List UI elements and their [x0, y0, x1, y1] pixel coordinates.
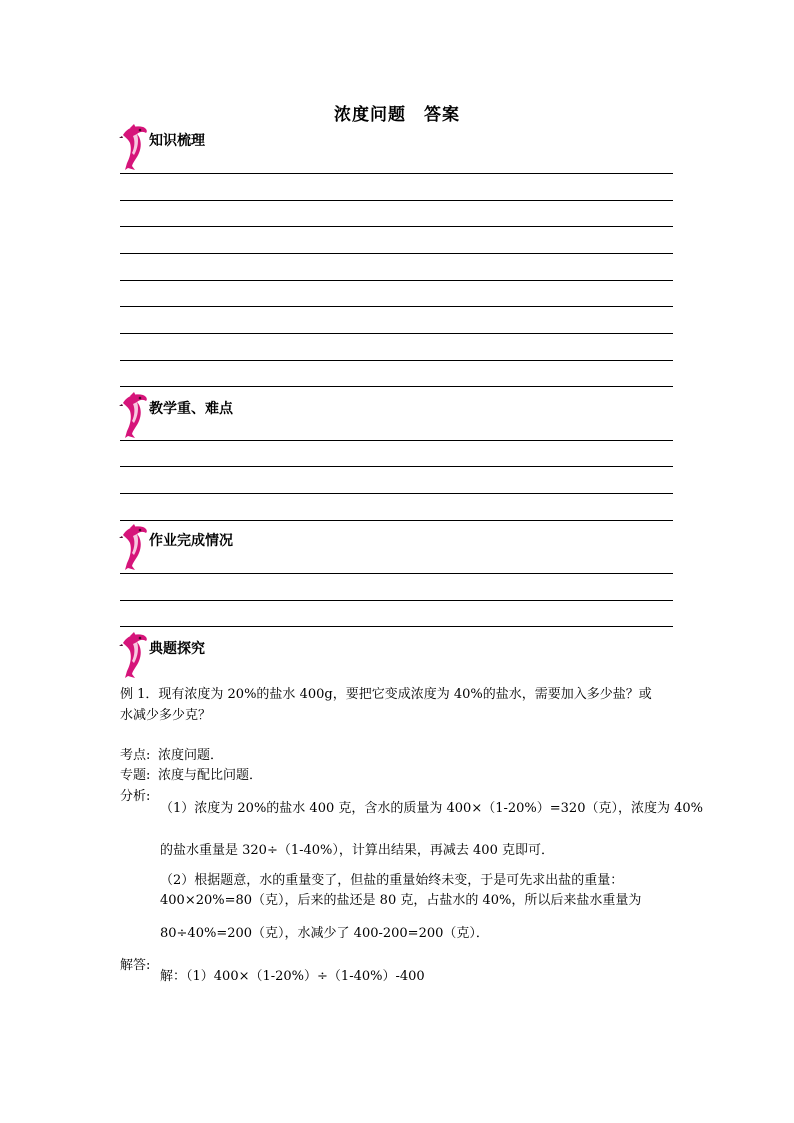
dolphin-icon: [118, 124, 148, 170]
example-question-line-1: 例 1．现有浓度为 20%的盐水 400g，要把它变成浓度为 40%的盐水，需要加入多少盐？或: [120, 687, 652, 702]
analysis-line: 400×20%=80（克），后来的盐还是 80 克，占盐水的 40%，所以后来盐水重量为: [160, 893, 642, 908]
writing-line: [120, 226, 673, 227]
section-heading: 知识梳理: [149, 133, 205, 149]
kaodian-value: 浓度问题．: [158, 748, 224, 763]
writing-line: [120, 333, 673, 334]
writing-line: [120, 306, 673, 307]
writing-line: [120, 626, 673, 627]
writing-line: [120, 360, 673, 361]
writing-line: [120, 466, 673, 467]
zhuanti-label: 专题:: [120, 768, 151, 783]
dolphin-icon: [118, 392, 148, 438]
section-heading: 作业完成情况: [149, 533, 233, 549]
example-question-line-2: 水减少多少克？: [120, 708, 212, 723]
writing-line: [120, 440, 673, 441]
solution-line: 解：（1）400×（1-20%）÷（1-40%）-400: [160, 969, 425, 984]
writing-line: [120, 280, 673, 281]
writing-line: [120, 253, 673, 254]
fenxi-label: 分析:: [120, 789, 151, 804]
writing-line: [120, 200, 673, 201]
writing-line: [120, 573, 673, 574]
analysis-line: 80÷40%=200（克），水减少了 400-200=200（克）．: [160, 926, 489, 941]
dolphin-icon: [118, 524, 148, 570]
analysis-line: 的盐水重量是 320÷（1-40%），计算出结果，再减去 400 克即可．: [160, 843, 554, 858]
zhuanti-value: 浓度与配比问题．: [158, 768, 263, 783]
writing-line: [120, 386, 673, 387]
writing-line: [120, 600, 673, 601]
analysis-line: （2）根据题意，水的重量变了，但盐的重量始终未变，于是可先求出盐的重量：: [160, 873, 624, 888]
page-title: 浓度问题 答案: [334, 105, 460, 125]
analysis-line: （1）浓度为 20%的盐水 400 克，含水的质量为 400×（1-20%）=320（克），浓度为 40%: [160, 801, 704, 816]
writing-line: [120, 493, 673, 494]
writing-line: [120, 520, 673, 521]
section-heading: 教学重、难点: [149, 401, 233, 417]
kaodian-label: 考点:: [120, 748, 151, 763]
jieda-label: 解答:: [120, 958, 151, 973]
section-heading: 典题探究: [149, 641, 205, 657]
dolphin-icon: [118, 632, 148, 678]
writing-line: [120, 173, 673, 174]
